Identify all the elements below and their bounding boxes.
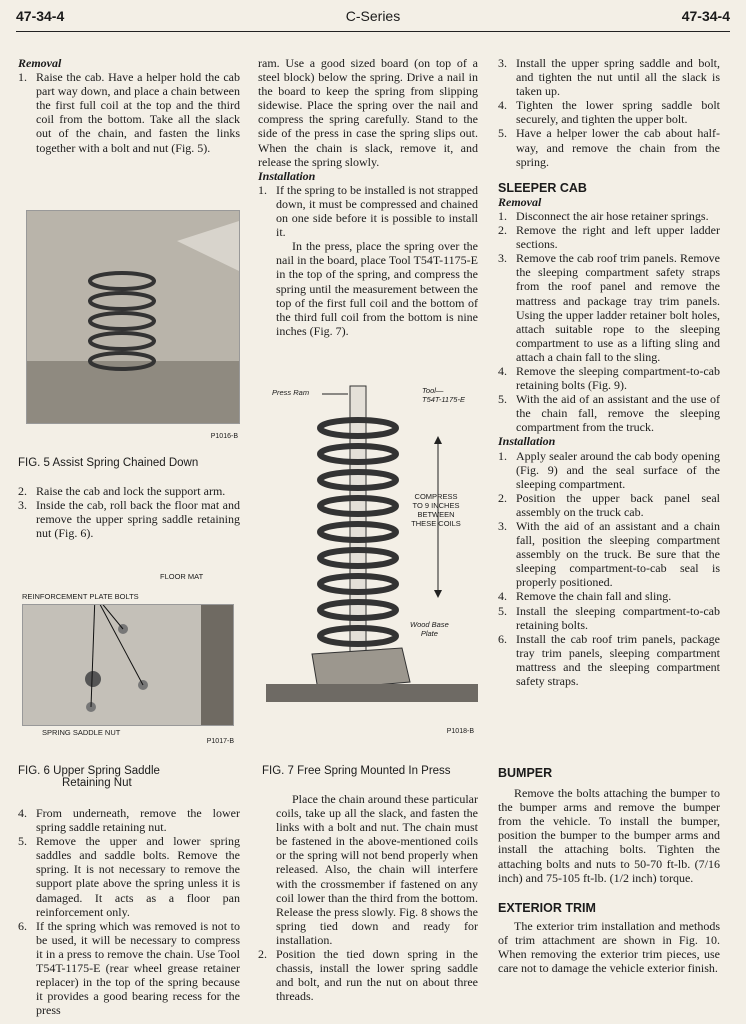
list-item: 5. Install the sleeping compartment-to-cab retaining bolts.	[498, 603, 720, 632]
list-item: 6. Install the cab roof trim panels, package tray trim panels, sleeping compartment mattress and the sleeping compartment safety straps.	[498, 631, 720, 689]
list-item: 6. If the spring which was removed is not to be used, it will be necessary to compress it in a press to remove the chain. Use Tool T54T-1175-E (rear wheel grease retainer replacer) in the top of the spring because it provides a good bearing recess for the press	[18, 918, 240, 1018]
fig7	[262, 382, 478, 740]
list-item: 4. Remove the chain fall and sling.	[498, 589, 672, 604]
list-item: 3. Remove the cab roof trim panels. Remove the sleeping compartment safety straps from the roof panel and remove the mattress and package tray trim panels. Using the upper ladder retainer bolt holes, attach suitable rope to the sleeping compartment to use as a lifting sling and attach a chain fall to the sling.	[498, 251, 720, 364]
column-middle-lower	[258, 792, 478, 1003]
page-number-right: 47-34-4	[681, 8, 730, 24]
column-left-steps-4-6	[18, 806, 240, 1017]
fig6-code: P1017-B	[206, 738, 234, 745]
fig6-label-bolts: REINFORCEMENT PLATE BOLTS	[22, 592, 139, 601]
list-item: 4. From underneath, remove the lower spring saddle retaining nut.	[18, 806, 240, 835]
list-item: 2. Remove the right and left upper ladder sections.	[498, 223, 720, 252]
list-item: 5. Have a helper lower the cab about half-way, and remove the chain from the spring.	[498, 126, 720, 169]
sleeper-installation-heading: Installation	[498, 434, 556, 449]
list-item: 5. Remove the upper and lower spring saddles and saddle bolts. Remove the spring. It is not necessary to remove the support plate above the spring unless it is damaged. It acts as a floor pan reinforcement only.	[18, 834, 240, 919]
series-title: C-Series	[345, 8, 401, 24]
fig6-label-nut: SPRING SADDLE NUT	[42, 728, 121, 737]
fig7-label-compress: COMPRESS TO 9 INCHES BETWEEN THESE COILS	[411, 492, 461, 528]
fig6-photo	[22, 604, 234, 726]
bumper-text: Remove the bolts attaching the bumper to the bumper arms and remove the bumper from the vehicle. To install the bumper, position the bumper to the bumper arms and install the attaching bolts. Tighten the attaching bolts and nuts to 50-70 ft-lb. (7/16 inch) and 75-105 ft-lb. (1/2 inch) torque.	[498, 786, 720, 885]
column-right	[498, 56, 720, 688]
floor-plate-illustration	[23, 605, 233, 725]
column-left	[18, 56, 240, 155]
list-item: 2. Position the tied down spring in the chassis, install the lower spring saddle and bolt, and run the nut on about three threads.	[258, 947, 478, 1004]
sleeper-removal-heading: Removal	[498, 194, 542, 209]
removal-heading: Removal	[18, 56, 62, 70]
bumper-heading: BUMPER	[498, 766, 553, 780]
removal-continued: ram. Use a good sized board (on top of a steel block) below the spring. Drive a nail in the board to keep the spring from slipping sidewise. Place the spring over the nail and compress the spring carefully. Stand to the side of the press in case the spring slips out. When the chain is slack, remove it, and release the spring slowly.	[258, 56, 478, 169]
install-paragraph: In the press, place the spring over the nail in the board, place Tool T54T-1175-E in the top of the spring, and compress the spring until the measurement between the top of the first full coil and the bottom of the third full coil from the bottom is nine inches (Fig. 7).	[276, 239, 478, 338]
list-item: 4. Tighten the lower spring saddle bolt securely, and tighten the upper bolt.	[498, 98, 720, 127]
fig7-label-tool: Tool— T54T-1175-E	[422, 386, 465, 404]
exterior-trim-text: The exterior trim installation and methods of trim attachment are shown in Fig. 10. When removing the exterior trim pieces, use care not to damage the vehicle exterior finish.	[498, 918, 720, 976]
page-number-left: 47-34-4	[16, 8, 65, 24]
list-item: 4. Remove the sleeping compartment-to-cab retaining bolts (Fig. 9).	[498, 363, 720, 393]
column-left-steps-2-3	[18, 484, 240, 540]
column-right-lower	[498, 766, 720, 975]
fig5-photo	[26, 210, 240, 424]
fig5-caption: FIG. 5 Assist Spring Chained Down	[18, 457, 199, 469]
fig6-caption: FIG. 6 Upper Spring Saddle Retaining Nut	[18, 765, 160, 789]
list-item: 3. With the aid of an assistant and a chain fall, position the sleeping compartment assembly on the truck. Be sure that the sleeping compartment-to-cab seal is properly positioned.	[498, 519, 720, 590]
list-item: 2. Position the upper back panel seal assembly on the truck cab.	[498, 490, 720, 519]
exterior-trim-heading: EXTERIOR TRIM	[498, 900, 596, 915]
chain-paragraph: Place the chain around these particular coils, take up all the slack, and fasten the links with a bolt and nut. The chain must be fastened in the above-mentioned coils or the spring will not bend properly when released. Also, the chain will interfere with the crossmember if fastened on any coil lower than the third from the bottom. Release the press slowly. Fig. 8 shows the spring tied down and ready for installation.	[276, 792, 478, 947]
list-item: 1. Raise the cab. Have a helper hold the cab part way down, and place a chain between the first full coil at the top and the third coil from the bottom. Take all the slack out of the chain, and fasten the links together with a bolt and nut (Fig. 5).	[18, 70, 240, 155]
column-middle	[258, 56, 478, 338]
fig5-code: P1016-B	[210, 433, 238, 440]
header-rule	[16, 31, 730, 32]
spring-press-diagram	[262, 382, 478, 740]
page-header	[0, 0, 746, 34]
list-item: 5. With the aid of an assistant and the use of the chain fall, remove the sleeping compartment from the truck.	[498, 392, 720, 435]
sleeper-cab-heading: SLEEPER CAB	[498, 180, 587, 195]
list-item: 1. Apply sealer around the cab body opening (Fig. 9) and the seal surface of the sleeping compartment.	[498, 448, 720, 491]
installation-heading: Installation	[258, 168, 316, 183]
list-item: 1. Disconnect the air hose retainer springs.	[498, 208, 709, 223]
list-item: 3. Inside the cab, roll back the floor mat and remove the upper spring saddle retaining nut (Fig. 6).	[18, 498, 240, 541]
fig6	[18, 570, 240, 750]
spring-photo-illustration	[27, 211, 239, 423]
fig7-code: P1018-B	[446, 728, 474, 735]
fig6-label-floor-mat: FLOOR MAT	[160, 572, 204, 581]
list-item: 3. Install the upper spring saddle and bolt, and tighten the nut until all the slack is taken up.	[498, 56, 720, 99]
fig7-label-base: Wood Base Plate	[410, 620, 449, 638]
fig7-caption: FIG. 7 Free Spring Mounted In Press	[262, 765, 451, 777]
list-item: 1. If the spring to be installed is not strapped down, it must be compressed and chained on one side before it is possible to install it.	[258, 182, 478, 240]
fig7-label-ram: Press Ram	[272, 388, 310, 397]
list-item: 2. Raise the cab and lock the support arm.	[18, 484, 226, 498]
